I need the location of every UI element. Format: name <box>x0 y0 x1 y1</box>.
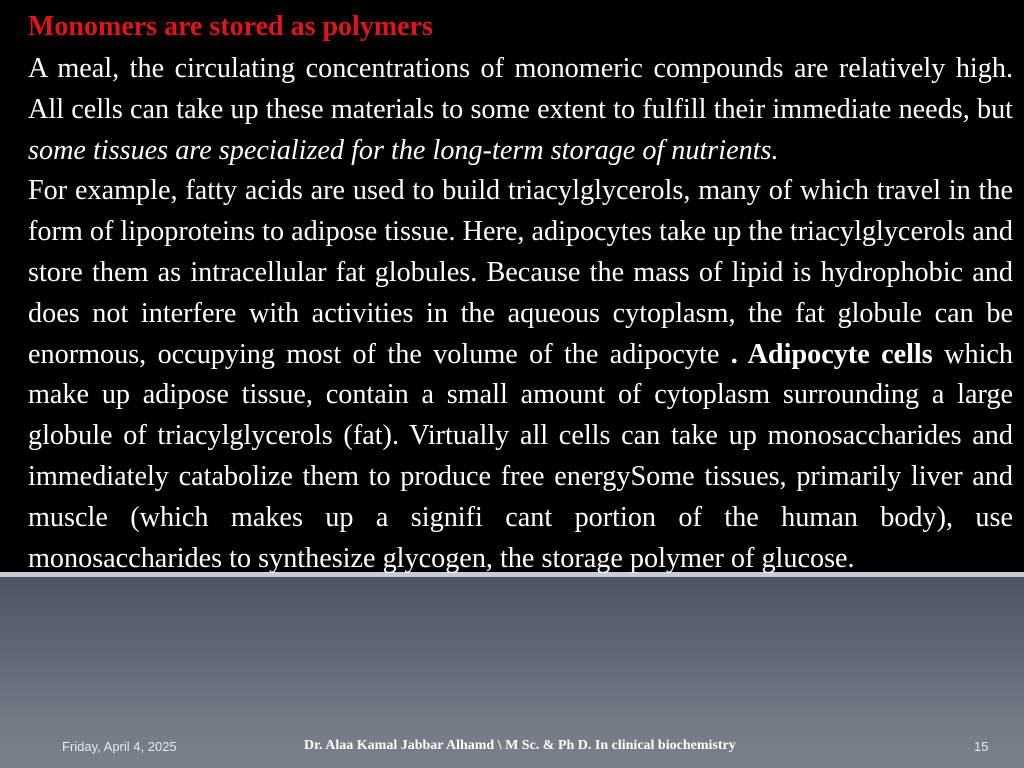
paragraph-2 <box>28 171 1013 579</box>
footer-page-number: 15 <box>974 739 989 754</box>
paragraph-1-emphasis: some tissues are specialized for the long-term storage of nutrients. <box>28 134 779 166</box>
paragraph-2-text-b: which make up adipose tissue, contain a small amount of cytoplasm surrounding a large globule of triacylglycerols (fat). Virtually all cells can take up monosaccharides and immediately catabolize them to produce free energySome tissues, primarily liver and muscle (which makes up a signifi cant portion of the human body), use monosaccharides to synthesize glycogen, the storage polymer of glucose. <box>28 338 1014 574</box>
paragraph-2-text-a: For example, fatty acids are used to build triacylglycerols, many of which travel in the form of lipoproteins to adipose tissue. Here, adipocytes take up the triacylglycerols and store them as intracellular fat globules. Because the mass of lipid is hydrophobic and does not interfere with activities in the aqueous cytoplasm, the fat globule can be enormous, occupying most of the volume of the adipocyte <box>28 175 1013 370</box>
paragraph-1 <box>28 49 1013 171</box>
paragraph-1-text: A meal, the circulating concentrations of monomeric compounds are relatively high. All cells can take up these materials to some extent to fulfill their immediate needs, but <box>28 53 1013 125</box>
slide-content <box>28 8 1013 579</box>
footer-date: Friday, April 4, 2025 <box>62 739 177 754</box>
footer-author: Dr. Alaa Kamal Jabbar Alhamd \ M Sc. & Ph D. In clinical biochemistry <box>304 738 736 753</box>
slide-title: Monomers are stored as polymers <box>28 11 433 42</box>
paragraph-2-bold: . Adipocyte cells <box>730 338 933 370</box>
